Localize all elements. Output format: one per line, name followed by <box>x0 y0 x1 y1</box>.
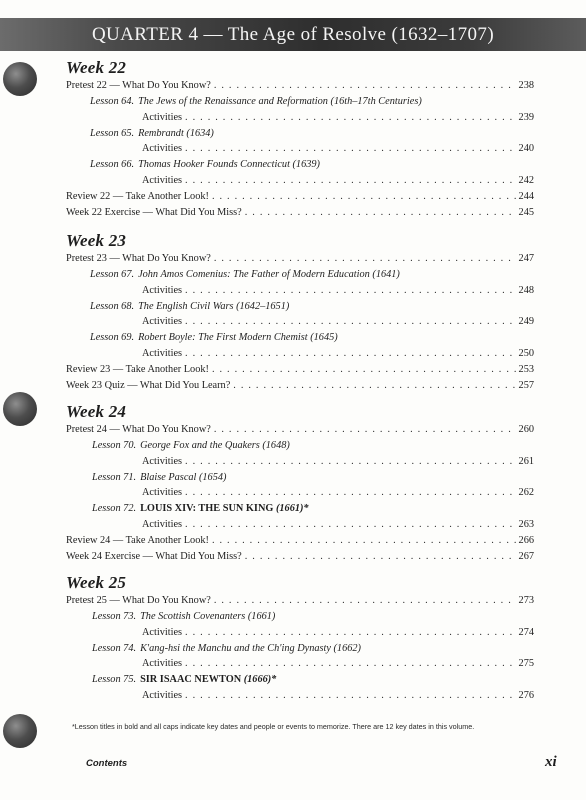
exercise-entry-label: Week 24 Exercise — What Did You Miss? <box>66 550 242 562</box>
dot-leader <box>185 111 516 125</box>
week-heading: Week 25 <box>66 573 127 592</box>
activities-entry <box>142 626 534 640</box>
exercise-entry-label: Week 22 Exercise — What Did You Miss? <box>66 206 242 218</box>
pretest-entry-page: 238 <box>518 80 534 91</box>
activities-entry-label: Activities <box>142 519 183 531</box>
activities-entry <box>142 486 534 500</box>
lesson-number: Lesson 74. <box>92 642 137 654</box>
activities-entry <box>142 174 534 188</box>
lesson-title-text: The English Civil Wars (1642–1651) <box>138 300 290 312</box>
lesson-entry <box>92 642 361 656</box>
dot-leader <box>185 455 516 469</box>
review-entry <box>66 190 534 204</box>
pretest-entry <box>66 423 534 437</box>
lesson-entry <box>92 502 309 516</box>
exercise-entry-page: 257 <box>518 379 534 391</box>
activities-entry <box>142 455 534 469</box>
activities-entry-page: 239 <box>518 111 534 123</box>
activities-entry-page: 262 <box>518 487 534 499</box>
activities-entry-page: 263 <box>518 519 534 531</box>
review-entry <box>66 534 534 548</box>
pretest-entry-page: 273 <box>518 595 534 606</box>
review-entry-page: 244 <box>518 190 534 202</box>
lesson-number: Lesson 68. <box>90 300 135 312</box>
lesson-entry <box>90 127 214 141</box>
lesson-number: Lesson 67. <box>90 268 135 280</box>
activities-entry <box>142 315 534 329</box>
lesson-number: Lesson 65. <box>90 127 135 139</box>
lesson-number: Lesson 70. <box>92 439 137 451</box>
dot-leader <box>185 315 516 329</box>
exercise-entry-page: 245 <box>518 206 534 218</box>
activities-entry-page: 240 <box>518 143 534 155</box>
activities-entry <box>142 518 534 532</box>
pretest-entry <box>66 594 534 608</box>
lesson-title-text: LOUIS XIV: THE SUN KING <box>140 503 274 515</box>
activities-entry-label: Activities <box>142 455 183 467</box>
lesson-title-text: George Fox and the Quakers (1648) <box>140 439 290 451</box>
key-lesson-title <box>140 674 276 685</box>
activities-entry-page: 275 <box>518 658 534 670</box>
pretest-entry-label: Pretest 25 — What Do You Know? <box>66 595 211 606</box>
pretest-entry <box>66 252 534 266</box>
dot-leader <box>214 252 516 266</box>
activities-entry-label: Activities <box>142 175 183 187</box>
lesson-title-text: The Jews of the Renaissance and Reformation (16th–17th Centuries) <box>138 95 422 107</box>
lesson-title <box>138 332 338 343</box>
dot-leader <box>185 347 516 361</box>
activities-entry-label: Activities <box>142 143 183 155</box>
lesson-date: (1661)* <box>275 503 309 515</box>
activities-entry-page: 276 <box>518 690 534 702</box>
exercise-entry-label: Week 23 Quiz — What Did You Learn? <box>66 379 231 391</box>
dot-leader <box>185 142 516 156</box>
activities-entry-page: 274 <box>518 626 534 638</box>
dot-leader <box>185 626 516 640</box>
lesson-entry <box>90 158 320 172</box>
lesson-title <box>138 96 422 107</box>
dot-leader <box>185 284 516 298</box>
activities-entry <box>142 111 534 125</box>
lesson-title <box>140 611 275 622</box>
dot-leader <box>214 79 516 93</box>
dot-leader <box>245 206 516 220</box>
activities-entry-label: Activities <box>142 111 183 123</box>
lesson-number: Lesson 69. <box>90 332 135 344</box>
activities-entry <box>142 347 534 361</box>
dot-leader <box>185 174 516 188</box>
pretest-entry-page: 260 <box>518 424 534 435</box>
review-entry <box>66 363 534 377</box>
footer-page-number: xi <box>545 754 557 770</box>
lesson-entry <box>90 95 422 109</box>
pretest-entry-label: Pretest 22 — What Do You Know? <box>66 80 211 91</box>
exercise-entry <box>66 550 534 564</box>
pretest-entry-label: Pretest 24 — What Do You Know? <box>66 424 211 435</box>
lesson-number: Lesson 66. <box>90 159 135 171</box>
lesson-title <box>138 159 320 170</box>
activities-entry <box>142 657 534 671</box>
lesson-title-text: SIR ISAAC NEWTON <box>140 674 242 686</box>
pretest-entry <box>66 79 534 93</box>
review-entry-page: 266 <box>518 534 534 546</box>
lesson-date: (1666)* <box>243 674 277 686</box>
lesson-title-text: Blaise Pascal (1654) <box>140 471 227 483</box>
week-heading: Week 24 <box>66 402 127 421</box>
lesson-entry <box>92 439 290 453</box>
dot-leader <box>214 423 516 437</box>
footer-section-label: Contents <box>86 758 128 769</box>
lesson-number: Lesson 71. <box>92 471 137 483</box>
activities-entry <box>142 284 534 298</box>
exercise-entry <box>66 206 534 220</box>
key-lesson-title <box>140 503 309 514</box>
dot-leader <box>214 594 516 608</box>
activities-entry-page: 249 <box>518 316 534 328</box>
pretest-entry-label: Pretest 23 — What Do You Know? <box>66 253 211 264</box>
week-heading: Week 22 <box>66 58 127 77</box>
exercise-entry-page: 267 <box>518 550 534 562</box>
lesson-title-text: Thomas Hooker Founds Connecticut (1639) <box>138 159 320 171</box>
review-entry-label: Review 23 — Take Another Look! <box>66 363 209 375</box>
activities-entry-label: Activities <box>142 487 183 499</box>
activities-entry-label: Activities <box>142 658 183 670</box>
quarter-title: QUARTER 4 — The Age of Resolve (1632–1707) <box>91 24 495 45</box>
pretest-entry-page: 247 <box>518 253 534 264</box>
activities-entry-label: Activities <box>142 348 183 360</box>
activities-entry-label: Activities <box>142 690 183 702</box>
lesson-title <box>138 128 214 139</box>
lesson-title <box>140 472 226 483</box>
activities-entry-label: Activities <box>142 626 183 638</box>
lesson-number: Lesson 75. <box>92 674 137 686</box>
dot-leader <box>212 363 516 377</box>
lesson-title-text: Robert Boyle: The First Modern Chemist (1645) <box>138 332 338 344</box>
lesson-title <box>138 269 400 280</box>
key-dates-footnote: *Lesson titles in bold and all caps indicate key dates and people or events to memorize. There are 12 key dates in this volume. <box>72 722 475 731</box>
lesson-title-text: K'ang-hsi the Manchu and the Ch'ing Dynasty (1662) <box>140 642 361 654</box>
lesson-entry <box>92 471 226 485</box>
activities-entry <box>142 689 534 703</box>
review-entry-label: Review 24 — Take Another Look! <box>66 534 209 546</box>
dot-leader <box>185 657 516 671</box>
lesson-number: Lesson 73. <box>92 610 137 622</box>
lesson-entry <box>92 610 275 624</box>
lesson-title-text: The Scottish Covenanters (1661) <box>140 610 276 622</box>
binder-hole-icon <box>3 62 37 96</box>
lesson-title <box>140 440 290 451</box>
lesson-entry <box>90 331 338 345</box>
lesson-number: Lesson 64. <box>90 95 135 107</box>
exercise-entry <box>66 379 534 393</box>
activities-entry-page: 261 <box>518 455 534 467</box>
dot-leader <box>245 550 516 564</box>
binder-hole-icon <box>3 714 37 748</box>
dot-leader <box>185 518 516 532</box>
activities-entry-label: Activities <box>142 316 183 328</box>
review-entry-label: Review 22 — Take Another Look! <box>66 190 209 202</box>
dot-leader <box>233 379 515 393</box>
activities-entry-label: Activities <box>142 284 183 296</box>
activities-entry-page: 242 <box>518 175 534 187</box>
dot-leader <box>185 689 516 703</box>
review-entry-page: 253 <box>518 363 534 375</box>
lesson-number: Lesson 72. <box>92 503 137 515</box>
week-heading: Week 23 <box>66 231 127 250</box>
quarter-header-bar <box>0 18 586 51</box>
activities-entry <box>142 142 534 156</box>
dot-leader <box>212 534 516 548</box>
lesson-title <box>140 643 361 654</box>
lesson-title-text: Rembrandt (1634) <box>138 127 214 139</box>
dot-leader <box>185 486 516 500</box>
lesson-title-text: John Amos Comenius: The Father of Modern Education (1641) <box>138 268 400 280</box>
activities-entry-page: 250 <box>518 348 534 360</box>
lesson-entry <box>90 268 400 282</box>
binder-hole-icon <box>3 392 37 426</box>
lesson-entry <box>90 300 289 314</box>
activities-entry-page: 248 <box>518 284 534 296</box>
dot-leader <box>212 190 516 204</box>
lesson-title <box>138 301 289 312</box>
lesson-entry <box>92 673 276 687</box>
